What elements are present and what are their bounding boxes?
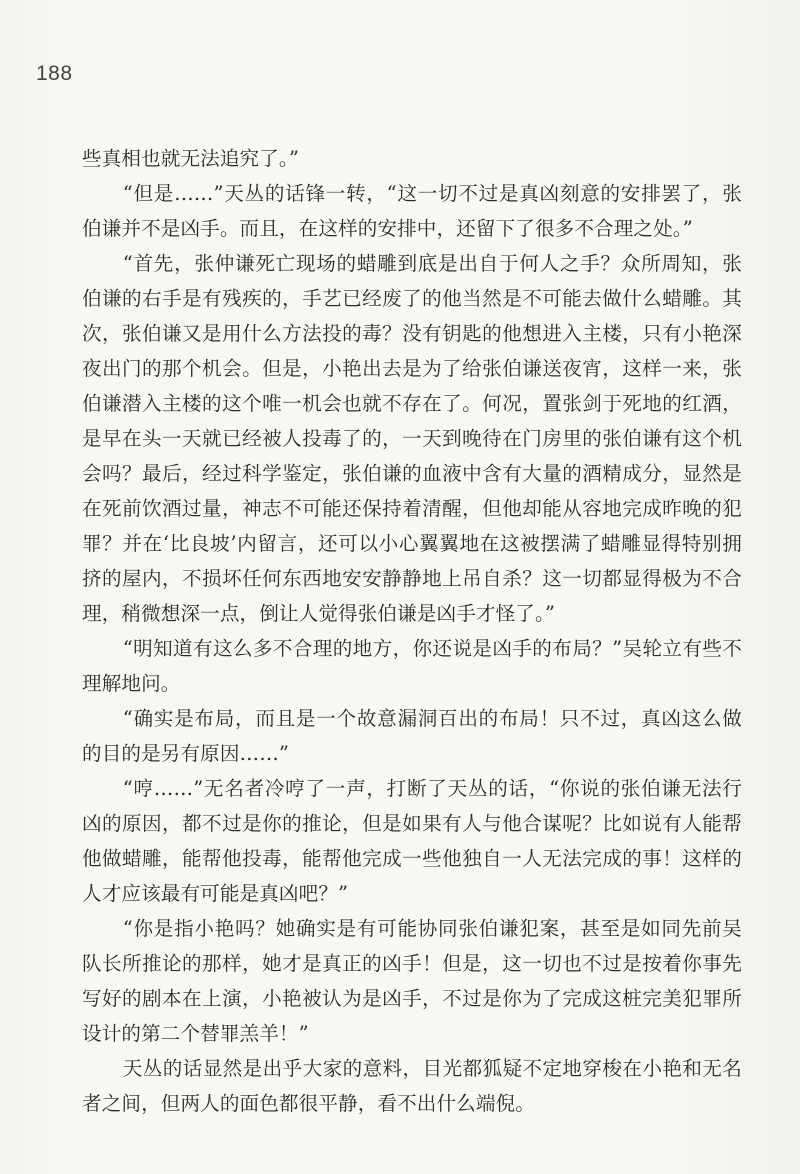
- paragraph-2: “但是……”天丛的话锋一转，“这一切不过是真凶刻意的安排罢了，张伯谦并不是凶手。而且，在这样的安排中，还留下了很多不合理之处。”: [82, 182, 742, 240]
- paragraph-7: “你是指小艳吗？她确实是有可能协同张伯谦犯案，甚至是如同先前吴队长所推论的那样，她才是真正的凶手！但是，这一切也不过是按着你事先写好的剧本在上演，小艳被认为是凶手，不过是你为了完成这桩完美犯罪所设计的第二个替罪羔羊！”: [82, 917, 742, 1045]
- paragraph-6: “哼……”无名者冷哼了一声，打断了天丛的话，“你说的张伯谦无法行凶的原因，都不过是你的推论，但是如果有人与他合谋呢？比如说有人能帮他做蜡雕，能帮他投毒，能帮他完成一些他独自一人无法完成的事！这样的人才应该最有可能是真凶吧？”: [82, 777, 742, 905]
- paragraph-4: “明知道有这么多不合理的地方，你还说是凶手的布局？”吴轮立有些不理解地问。: [82, 637, 742, 695]
- paragraph-8: 天丛的话显然是出乎大家的意料，目光都狐疑不定地穿梭在小艳和无名者之间，但两人的面色都很平静，看不出什么端倪。: [82, 1057, 742, 1115]
- paragraph-5: “确实是布局，而且是一个故意漏洞百出的布局！只不过，真凶这么做的目的是另有原因……”: [82, 707, 742, 765]
- page-number: 188: [36, 62, 73, 85]
- paragraph-1: 些真相也就无法追究了。”: [82, 147, 299, 170]
- paragraph-3: “首先，张仲谦死亡现场的蜡雕到底是出自于何人之手？众所周知，张伯谦的右手是有残疾的，手艺已经废了的他当然是不可能去做什么蜡雕。其次，张伯谦又是用什么方法投的毒？没有钥匙的他想进入主楼，只有小艳深夜出门的那个机会。但是，小艳出去是为了给张伯谦送夜宵，这样一来，张伯谦潜入主楼的这个唯一机会也就不存在了。何况，置张剑于死地的红酒，是早在头一天就已经被人投毒了的，一天到晚待在门房里的张伯谦有这个机会吗？最后，经过科学鉴定，张伯谦的血液中含有大量的酒精成分，显然是在死前饮酒过量，神志不可能还保持着清醒，但他却能从容地完成昨晚的犯罪？并在‘比良坡’内留言，还可以小心翼翼地在这被摆满了蜡雕显得特别拥挤的屋内，不损坏任何东西地安安静静地上吊自杀？这一切都显得极为不合理，稍微想深一点，倒让人觉得张伯谦是凶手才怪了。”: [82, 252, 742, 625]
- body-text: [82, 141, 742, 1121]
